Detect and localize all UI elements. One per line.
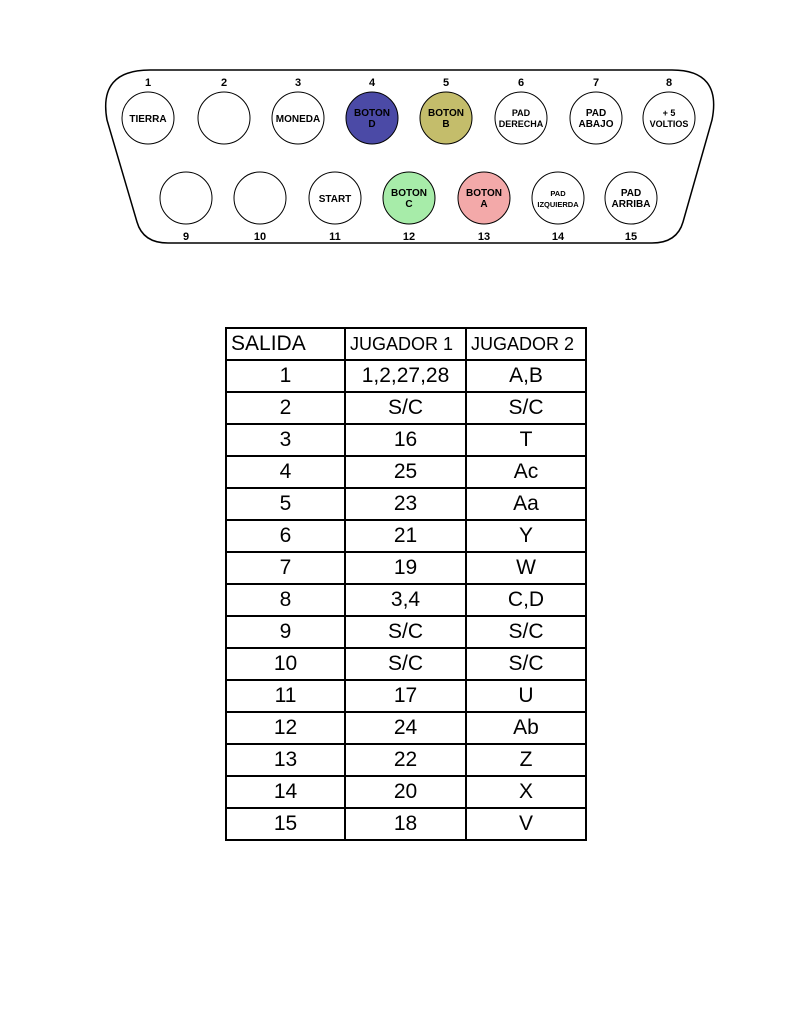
cell-jugador-2: S/C — [466, 392, 586, 424]
pin-label: PAD — [620, 188, 642, 199]
pin-label: ARRIBA — [611, 199, 651, 210]
cell-jugador-1: 24 — [345, 712, 466, 744]
pin-label: A — [480, 199, 488, 210]
table-row — [226, 776, 586, 808]
pin-circle — [495, 92, 547, 144]
cell-salida: 14 — [226, 776, 345, 808]
pin-label: BOTON — [391, 188, 427, 199]
pin-label: IZQUIERDA — [537, 200, 579, 209]
cell-salida: 15 — [226, 808, 345, 840]
pin-label: BOTON — [466, 188, 502, 199]
table-row — [226, 616, 586, 648]
table-row — [226, 392, 586, 424]
pin-number: 7 — [592, 77, 600, 89]
table-row — [226, 552, 586, 584]
cell-jugador-1: 23 — [345, 488, 466, 520]
table-row — [226, 680, 586, 712]
pin-number: 13 — [477, 231, 491, 243]
cell-salida: 2 — [226, 392, 345, 424]
table-row — [226, 424, 586, 456]
pin-number: 11 — [329, 231, 341, 243]
table-row — [226, 584, 586, 616]
pin-label: ABAJO — [578, 119, 614, 130]
cell-salida: 5 — [226, 488, 345, 520]
pin-label: D — [368, 119, 376, 130]
pin-label: BOTON — [354, 108, 390, 119]
table-row — [226, 360, 586, 392]
pin-label: START — [318, 194, 352, 205]
cell-jugador-2: C,D — [466, 584, 586, 616]
pin-number: 3 — [294, 77, 302, 89]
pin-label: C — [405, 199, 413, 210]
table-row — [226, 712, 586, 744]
pin-number: 2 — [220, 77, 228, 89]
cell-jugador-1: 3,4 — [345, 584, 466, 616]
cell-jugador-1: 20 — [345, 776, 466, 808]
pin-circle — [532, 172, 584, 224]
cell-salida: 13 — [226, 744, 345, 776]
table-row — [226, 488, 586, 520]
table-header-row — [226, 328, 586, 360]
cell-jugador-1: 16 — [345, 424, 466, 456]
pin-number: 9 — [182, 231, 190, 243]
table-row — [226, 808, 586, 840]
pin-number: 10 — [253, 231, 267, 243]
cell-jugador-1: S/C — [345, 392, 466, 424]
header-salida: SALIDA — [226, 328, 345, 360]
pin-label: PAD — [550, 189, 566, 198]
pin-label: PAD — [511, 108, 531, 118]
cell-salida: 6 — [226, 520, 345, 552]
cell-jugador-2: Y — [466, 520, 586, 552]
cell-jugador-1: 19 — [345, 552, 466, 584]
pin-circle — [234, 172, 286, 224]
cell-jugador-1: S/C — [345, 648, 466, 680]
pin-mapping-table — [225, 327, 587, 841]
cell-salida: 1 — [226, 360, 345, 392]
cell-jugador-2: S/C — [466, 648, 586, 680]
pin-label: BOTON — [428, 108, 464, 119]
pin-label: B — [442, 119, 450, 130]
pin-label: VOLTIOS — [649, 119, 689, 129]
cell-jugador-2: T — [466, 424, 586, 456]
cell-jugador-2: V — [466, 808, 586, 840]
header-jugador-1: JUGADOR 1 — [345, 328, 466, 360]
cell-jugador-1: 25 — [345, 456, 466, 488]
cell-jugador-1: 1,2,27,28 — [345, 360, 466, 392]
table-row — [226, 520, 586, 552]
pin-number: 8 — [665, 77, 673, 89]
pin-label: + 5 — [662, 108, 676, 118]
cell-salida: 7 — [226, 552, 345, 584]
db15-connector-diagram — [0, 0, 802, 260]
cell-jugador-2: Ac — [466, 456, 586, 488]
cell-jugador-2: Ab — [466, 712, 586, 744]
cell-jugador-2: Z — [466, 744, 586, 776]
cell-salida: 12 — [226, 712, 345, 744]
cell-jugador-2: Aa — [466, 488, 586, 520]
pin-number: 1 — [144, 77, 152, 89]
pin-label: PAD — [585, 108, 607, 119]
cell-salida: 3 — [226, 424, 345, 456]
pin-label: DERECHA — [498, 119, 544, 129]
pin-label: MONEDA — [275, 114, 321, 125]
cell-jugador-1: 21 — [345, 520, 466, 552]
cell-jugador-1: 22 — [345, 744, 466, 776]
cell-jugador-1: 17 — [345, 680, 466, 712]
table-row — [226, 648, 586, 680]
cell-jugador-2: A,B — [466, 360, 586, 392]
pin-number: 14 — [551, 231, 565, 243]
cell-salida: 10 — [226, 648, 345, 680]
cell-jugador-2: U — [466, 680, 586, 712]
cell-salida: 8 — [226, 584, 345, 616]
pin-circle — [160, 172, 212, 224]
cell-jugador-2: X — [466, 776, 586, 808]
cell-jugador-1: 18 — [345, 808, 466, 840]
pin-circle — [198, 92, 250, 144]
cell-jugador-2: S/C — [466, 616, 586, 648]
cell-jugador-2: W — [466, 552, 586, 584]
pin-number: 5 — [442, 77, 450, 89]
cell-salida: 4 — [226, 456, 345, 488]
table-row — [226, 744, 586, 776]
pin-number: 4 — [368, 77, 376, 89]
pin-number: 12 — [402, 231, 416, 243]
cell-salida: 11 — [226, 680, 345, 712]
table-row — [226, 456, 586, 488]
cell-jugador-1: S/C — [345, 616, 466, 648]
pin-circle — [643, 92, 695, 144]
pin-number: 15 — [624, 231, 638, 243]
pin-label: TIERRA — [129, 114, 167, 125]
header-jugador-2: JUGADOR 2 — [466, 328, 586, 360]
cell-salida: 9 — [226, 616, 345, 648]
pin-number: 6 — [517, 77, 525, 89]
